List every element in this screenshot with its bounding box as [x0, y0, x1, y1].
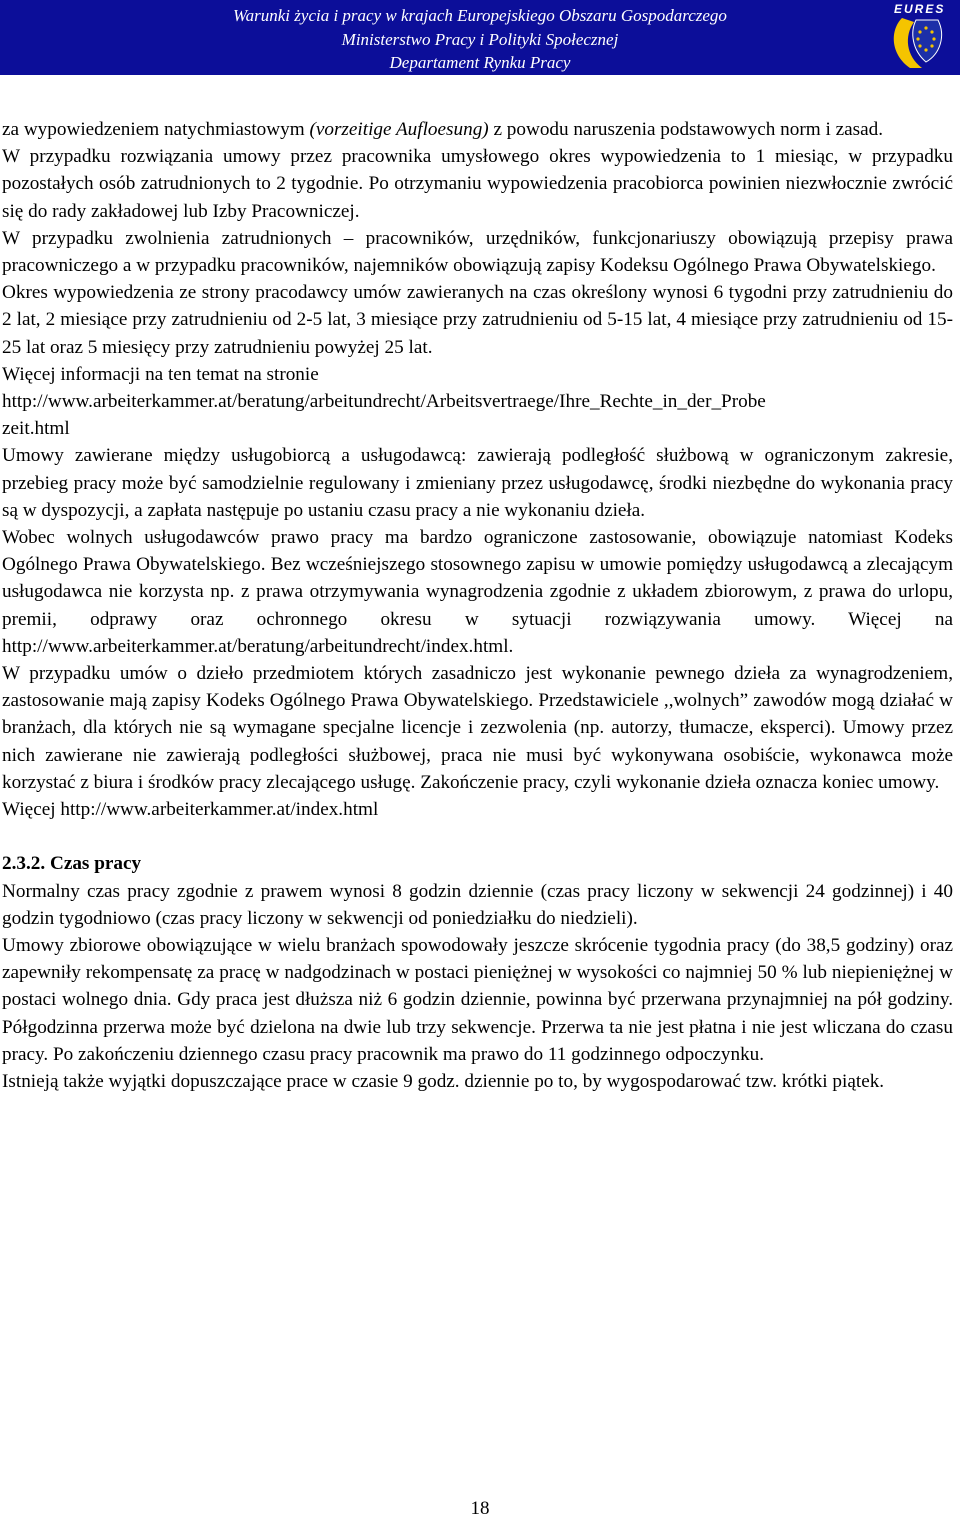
page-header [0, 0, 960, 75]
paragraph-working-hours: Normalny czas pracy zgodnie z prawem wynosi 8 godzin dziennie (czas pracy liczony w sekwencji 24 godzinnej) i 40 godzin tygodniowo (czas pracy liczony w sekwencji od poniedziałku do niedzieli). [2, 880, 953, 929]
paragraph-dismissal-rules: W przypadku zwolnienia zatrudnionych – pracowników, urzędników, funkcjonariuszy obowiązują przepisy prawa pracowniczego a w przypadku pracowników, najemników obowiązują zapisy Kodeksu Ogólnego Prawa Obywatelskiego. [2, 227, 953, 277]
eures-logo [880, 2, 958, 74]
document-body [2, 116, 953, 1095]
text-span: za wypowiedzeniem natychmiastowym [2, 119, 310, 140]
paragraph-work-contracts: W przypadku umów o dzieło przedmiotem których zasadniczo jest wykonanie pewnego dzieła za wynagrodzeniem, zastosowanie mają zapisy Kodeks Ogólnego Prawa Obywatelskiego. Przedstawiciele ,,wolnych” zawodów mogą działać w branżach, dla których nie są wymagane specjalne licencje i zezwolenia (np. autorzy, tłumacze, eksperci). Umowy przez nich zawierane nie zawierają podległości służbowej, praca nie musi być wykonywana osobiście, wykonawca może korzystać z biura i środków pracy zlecającego usługę. Zakończenie pracy, czyli wykonanie dzieła oznacza koniec umowy. [2, 663, 953, 793]
paragraph-more-link: Więcej http://www.arbeiterkammer.at/index.html [2, 799, 379, 821]
logo-wordmark: EURES [894, 2, 946, 16]
page-number: 18 [470, 1498, 490, 1519]
paragraph-more-info: Więcej informacji na ten temat na stronie [2, 363, 319, 385]
section-heading: 2.3.2. Czas pracy [2, 853, 142, 875]
paragraph-free-contractors: Wobec wolnych usługodawców prawo pracy ma bardzo ograniczone zastosowanie, obowiązuje natomiast Kodeks Ogólnego Prawa Obywatelskiego. Bez wcześniejszego stosownego zapisu w umowie pomiędzy usługodawcą a zlecającym usługodawca nie korzysta np. z prawa otrzymywania wynagrodzenia zgodnie z układem zbiorowym, z prawa do urlopu, premii, odprawy oraz ochronnego okresu w sytuacji rozwiązywania umowy. Więcej na http://www.arbeiterkammer.at/beratung/arbeitundrecht/index.html. [2, 527, 953, 657]
paragraph-termination [2, 116, 953, 143]
header-line-3: Departament Rynku Pracy [389, 53, 571, 72]
spacer [2, 823, 953, 850]
paragraph-exceptions: Istnieją także wyjątki dopuszczające prace w czasie 9 godz. dziennie po to, by wygospodarować tzw. krótki piątek. [2, 1071, 885, 1093]
header-text [130, 4, 830, 75]
text-span: z powodu naruszenia podstawowych norm i zasad. [488, 119, 883, 140]
header-line-1: Warunki życia i pracy w krajach Europejskiego Obszaru Gospodarczego [233, 6, 727, 25]
paragraph-employee-notice: W przypadku rozwiązania umowy przez pracownika umysłowego okres wypowiedzenia to 1 miesiąc, w przypadku pozostałych osób zatrudnionych to 2 tygodnie. Po otrzymaniu wypowiedzenia pracobiorca powinien niezwłocznie zwrócić się do rady zakładowej lub Izby Pracowniczej. [2, 146, 953, 222]
german-term: (vorzeitige Aufloesung) [309, 119, 489, 140]
link-probation-url[interactable]: http://www.arbeiterkammer.at/beratung/arbeitundrecht/Arbeitsvertraege/Ihre_Rechte_in_der_Probe [2, 391, 766, 413]
paragraph-collective-agreements: Umowy zbiorowe obowiązujące w wielu branżach spowodowały jeszcze skrócenie tygodnia pracy (do 38,5 godziny) oraz zapewniły rekompensatę za pracę w nadgodzinach w postaci pieniężnej w wysokości co najmniej 50 % lub niepieniężnej w postaci wolnego dnia. Gdy praca jest dłuższa niż 6 godzin dziennie, powinna być przerwana przynajmniej na pół godziny. Półgodzinna przerwa może być dzielona na dwie lub trzy sekwencje. Przerwa ta nie jest płatna i nie jest wliczana do czasu pracy. Po zakończeniu dziennego czasu pracy pracownik ma prawo do 11 godzinnego odpoczynku. [2, 935, 953, 1065]
link-probation-url-cont[interactable]: zeit.html [2, 418, 70, 440]
paragraph-service-contracts: Umowy zawierane między usługobiorcą a usługodawcą: zawierają podległość służbową w ograniczonym zakresie, przebieg pracy może być samodzielnie regulowany i zmieniany przez usługodawcę, środki niezbędne do wykonania pracy są w dyspozycji, a zapłata następuje po ustaniu czasu pracy a nie wykonaniu dzieła. [2, 445, 953, 521]
header-line-2: Ministerstwo Pracy i Polityki Społecznej [341, 29, 619, 49]
paragraph-notice-periods: Okres wypowiedzenia ze strony pracodawcy umów zawieranych na czas określony wynosi 6 tygodni przy zatrudnieniu do 2 lat, 2 miesiące przy zatrudnieniu od 2-5 lat, 3 miesiące przy zatrudnieniu od 5-15 lat, 4 miesiące przy zatrudnieniu od 15-25 lat oraz 5 miesięcy przy zatrudnieniu powyżej 25 lat. [2, 282, 953, 358]
